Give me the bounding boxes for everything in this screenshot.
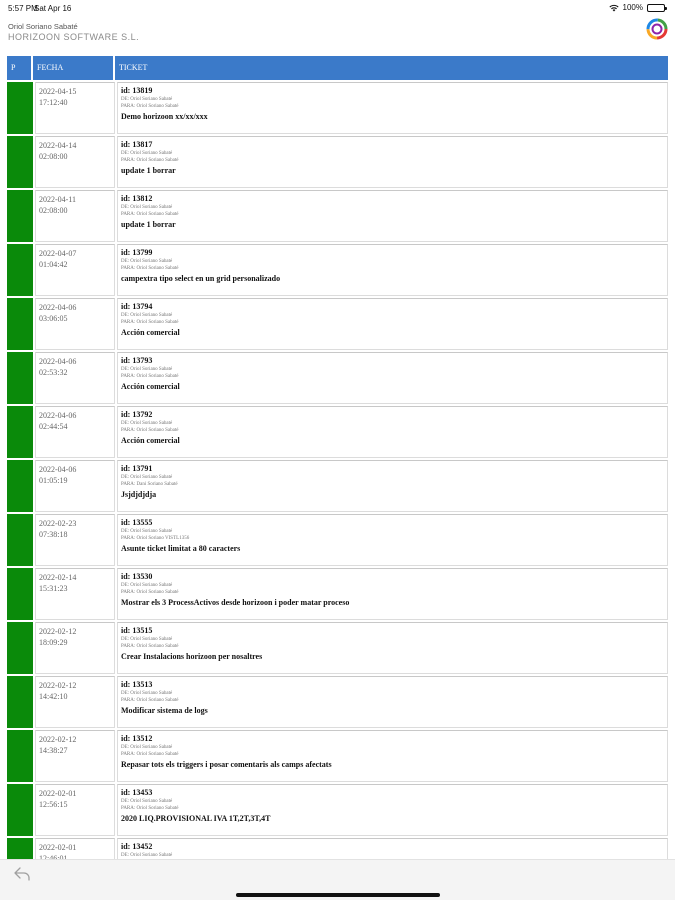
horizoon-logo-icon	[645, 17, 669, 41]
ticket-date: 2022-02-23	[39, 519, 77, 528]
date-cell	[35, 190, 115, 242]
ticket-id: id: 13812	[121, 194, 153, 203]
ticket-time: 01:05:19	[39, 476, 68, 485]
ticket-date: 2022-02-01	[39, 789, 77, 798]
ticket-to: PARA: Oriol Soriano Sabaté	[121, 428, 179, 433]
date-cell	[35, 406, 115, 458]
ticket-id: id: 13452	[121, 842, 153, 851]
ticket-time: 18:09:29	[39, 638, 68, 647]
ticket-cell	[117, 244, 668, 296]
priority-indicator	[7, 514, 33, 566]
ticket-title: Jsjdjdjdja	[121, 490, 157, 499]
app-header	[8, 22, 139, 43]
date-cell	[35, 622, 115, 674]
ticket-time: 02:08:00	[39, 206, 68, 215]
ticket-cell	[117, 730, 668, 782]
column-header-fecha[interactable]: FECHA	[33, 56, 115, 80]
ticket-to: PARA: Oriol Soriano VISTL1356	[121, 536, 190, 541]
ticket-row[interactable]	[7, 189, 668, 243]
date-cell	[35, 244, 115, 296]
ticket-time: 02:53:32	[39, 368, 68, 377]
ticket-from: DE: Oriol Soriano Sabaté	[121, 853, 173, 858]
ticket-cell	[117, 298, 668, 350]
ticket-row[interactable]	[7, 405, 668, 459]
priority-indicator	[7, 352, 33, 404]
ticket-from: DE: Oriol Soriano Sabaté	[121, 367, 173, 372]
ticket-to: PARA: Oriol Soriano Sabaté	[121, 266, 179, 271]
ticket-id: id: 13799	[121, 248, 153, 257]
priority-indicator	[7, 676, 33, 728]
date-cell	[35, 730, 115, 782]
ticket-row[interactable]	[7, 81, 668, 135]
ticket-date: 2022-04-15	[39, 87, 77, 96]
ticket-time: 14:38:27	[39, 746, 68, 755]
ticket-id: id: 13793	[121, 356, 153, 365]
ticket-time: 01:04:42	[39, 260, 68, 269]
ticket-from: DE: Oriol Soriano Sabaté	[121, 691, 173, 696]
date-cell	[35, 514, 115, 566]
ticket-row[interactable]	[7, 513, 668, 567]
ticket-time: 07:38:18	[39, 530, 68, 539]
ticket-from: DE: Oriol Soriano Sabaté	[121, 529, 173, 534]
date-cell	[35, 460, 115, 512]
ticket-from: DE: Oriol Soriano Sabaté	[121, 421, 173, 426]
ticket-from: DE: Oriol Soriano Sabaté	[121, 97, 173, 102]
ticket-time: 15:31:23	[39, 584, 68, 593]
ticket-cell	[117, 460, 668, 512]
ticket-id: id: 13791	[121, 464, 153, 473]
ticket-date: 2022-02-14	[39, 573, 77, 582]
ticket-to: PARA: Oriol Soriano Sabaté	[121, 698, 179, 703]
ticket-time: 02:44:54	[39, 422, 68, 431]
user-name: Oriol Soriano Sabaté	[8, 22, 78, 31]
ticket-time: 17:12:40	[39, 98, 68, 107]
ticket-from: DE: Oriol Soriano Sabaté	[121, 799, 173, 804]
ticket-id: id: 13792	[121, 410, 153, 419]
company-name: HORIZOON SOFTWARE S.L.	[8, 32, 140, 42]
date-cell	[35, 352, 115, 404]
priority-indicator	[7, 784, 33, 836]
priority-indicator	[7, 622, 33, 674]
ticket-date: 2022-02-12	[39, 735, 77, 744]
ticket-from: DE: Oriol Soriano Sabaté	[121, 637, 173, 642]
ticket-date: 2022-02-12	[39, 627, 77, 636]
ticket-row[interactable]	[7, 783, 668, 837]
battery-percent: 100%	[622, 3, 643, 12]
bottom-toolbar	[0, 859, 675, 900]
ticket-to: PARA: Oriol Soriano Sabaté	[121, 644, 179, 649]
status-bar	[0, 0, 675, 18]
ticket-to: PARA: Oriol Soriano Sabaté	[121, 806, 179, 811]
ticket-title: 2020 LIQ.PROVISIONAL IVA 1T,2T,3T,4T	[121, 814, 271, 823]
date-cell	[35, 136, 115, 188]
ticket-cell	[117, 622, 668, 674]
priority-indicator	[7, 136, 33, 188]
ticket-title: Acción comercial	[121, 382, 180, 391]
ticket-id: id: 13794	[121, 302, 153, 311]
back-arrow-icon[interactable]	[12, 866, 32, 882]
ticket-id: id: 13819	[121, 86, 153, 95]
ticket-from: DE: Oriol Soriano Sabaté	[121, 151, 173, 156]
table-header	[7, 56, 668, 80]
priority-indicator	[7, 244, 33, 296]
ticket-cell	[117, 82, 668, 134]
ticket-date: 2022-04-06	[39, 411, 77, 420]
ticket-to: PARA: Oriol Soriano Sabaté	[121, 158, 179, 163]
priority-indicator	[7, 298, 33, 350]
ticket-to: PARA: Oriol Soriano Sabaté	[121, 104, 179, 109]
ticket-title: Demo horizoon xx/xx/xxx	[121, 112, 208, 121]
ticket-to: PARA: Oriol Soriano Sabaté	[121, 212, 179, 217]
ticket-row[interactable]	[7, 297, 668, 351]
ticket-row[interactable]	[7, 351, 668, 405]
ticket-title: Acción comercial	[121, 328, 180, 337]
priority-indicator	[7, 406, 33, 458]
ticket-id: id: 13555	[121, 518, 153, 527]
ticket-time: 14:42:10	[39, 692, 68, 701]
ticket-from: DE: Oriol Soriano Sabaté	[121, 745, 173, 750]
ticket-to: PARA: Oriol Soriano Sabaté	[121, 320, 179, 325]
date-cell	[35, 298, 115, 350]
date-cell	[35, 82, 115, 134]
status-time: 5:57 PM	[8, 4, 38, 13]
ticket-cell	[117, 784, 668, 836]
ticket-id: id: 13513	[121, 680, 153, 689]
ticket-date: 2022-04-06	[39, 303, 77, 312]
ticket-cell	[117, 568, 668, 620]
ticket-id: id: 13817	[121, 140, 153, 149]
home-indicator[interactable]	[236, 893, 440, 897]
ticket-from: DE: Oriol Soriano Sabaté	[121, 313, 173, 318]
ticket-from: DE: Oriol Soriano Sabaté	[121, 475, 173, 480]
ticket-cell	[117, 676, 668, 728]
ticket-id: id: 13530	[121, 572, 153, 581]
ticket-id: id: 13515	[121, 626, 153, 635]
ticket-date: 2022-04-06	[39, 465, 77, 474]
ticket-date: 2022-04-07	[39, 249, 77, 258]
ticket-row[interactable]	[7, 621, 668, 675]
battery-icon	[647, 4, 665, 12]
ticket-row[interactable]	[7, 675, 668, 729]
ticket-row[interactable]	[7, 567, 668, 621]
ticket-time: 02:08:00	[39, 152, 68, 161]
ticket-date: 2022-02-12	[39, 681, 77, 690]
ticket-row[interactable]	[7, 135, 668, 189]
ticket-from: DE: Oriol Soriano Sabaté	[121, 583, 173, 588]
status-date: Sat Apr 16	[34, 4, 72, 13]
priority-indicator	[7, 568, 33, 620]
ticket-row[interactable]	[7, 243, 668, 297]
ticket-time: 03:06:05	[39, 314, 68, 323]
column-header-ticket[interactable]: TICKET	[115, 56, 668, 80]
priority-indicator	[7, 190, 33, 242]
ticket-cell	[117, 406, 668, 458]
column-header-p[interactable]: P	[7, 56, 33, 80]
priority-indicator	[7, 730, 33, 782]
priority-indicator	[7, 460, 33, 512]
ticket-list[interactable]	[7, 81, 668, 859]
ticket-title: Crear Instalacions horizoon per nosaltres	[121, 652, 263, 661]
date-cell	[35, 568, 115, 620]
priority-indicator	[7, 82, 33, 134]
ticket-cell	[117, 514, 668, 566]
ticket-date: 2022-04-06	[39, 357, 77, 366]
ticket-from: DE: Oriol Soriano Sabaté	[121, 259, 173, 264]
ticket-cell	[117, 352, 668, 404]
ticket-id: id: 13512	[121, 734, 153, 743]
ticket-title: Repasar tots els triggers i posar comentaris als camps afectats	[121, 760, 332, 769]
ticket-to: PARA: Oriol Soriano Sabaté	[121, 752, 179, 757]
ticket-title: Modificar sistema de logs	[121, 706, 208, 715]
ticket-from: DE: Oriol Soriano Sabaté	[121, 205, 173, 210]
date-cell	[35, 676, 115, 728]
ticket-to: PARA: Oriol Soriano Sabaté	[121, 590, 179, 595]
ticket-id: id: 13453	[121, 788, 153, 797]
ticket-cell	[117, 190, 668, 242]
date-cell	[35, 784, 115, 836]
ticket-date: 2022-04-14	[39, 141, 77, 150]
ticket-cell	[117, 136, 668, 188]
ticket-row[interactable]	[7, 729, 668, 783]
ticket-date: 2022-02-01	[39, 843, 77, 852]
ticket-to: PARA: Oriol Soriano Sabaté	[121, 374, 179, 379]
wifi-icon	[609, 4, 619, 12]
ticket-row[interactable]	[7, 459, 668, 513]
status-right	[609, 3, 665, 12]
ticket-title: Acción comercial	[121, 436, 180, 445]
ticket-date: 2022-04-11	[39, 195, 77, 204]
ticket-time: 12:56:15	[39, 800, 68, 809]
ticket-to: PARA: Dani Soriano Sabaté	[121, 482, 178, 487]
ticket-title: update 1 borrar	[121, 220, 176, 229]
ticket-title: update 1 borrar	[121, 166, 176, 175]
ticket-title: Mostrar els 3 ProcessActivos desde horizoon i poder matar proceso	[121, 598, 350, 607]
ticket-title: campextra tipo select en un grid personalizado	[121, 274, 281, 283]
ticket-title: Asunte ticket limitat a 80 caracters	[121, 544, 241, 553]
